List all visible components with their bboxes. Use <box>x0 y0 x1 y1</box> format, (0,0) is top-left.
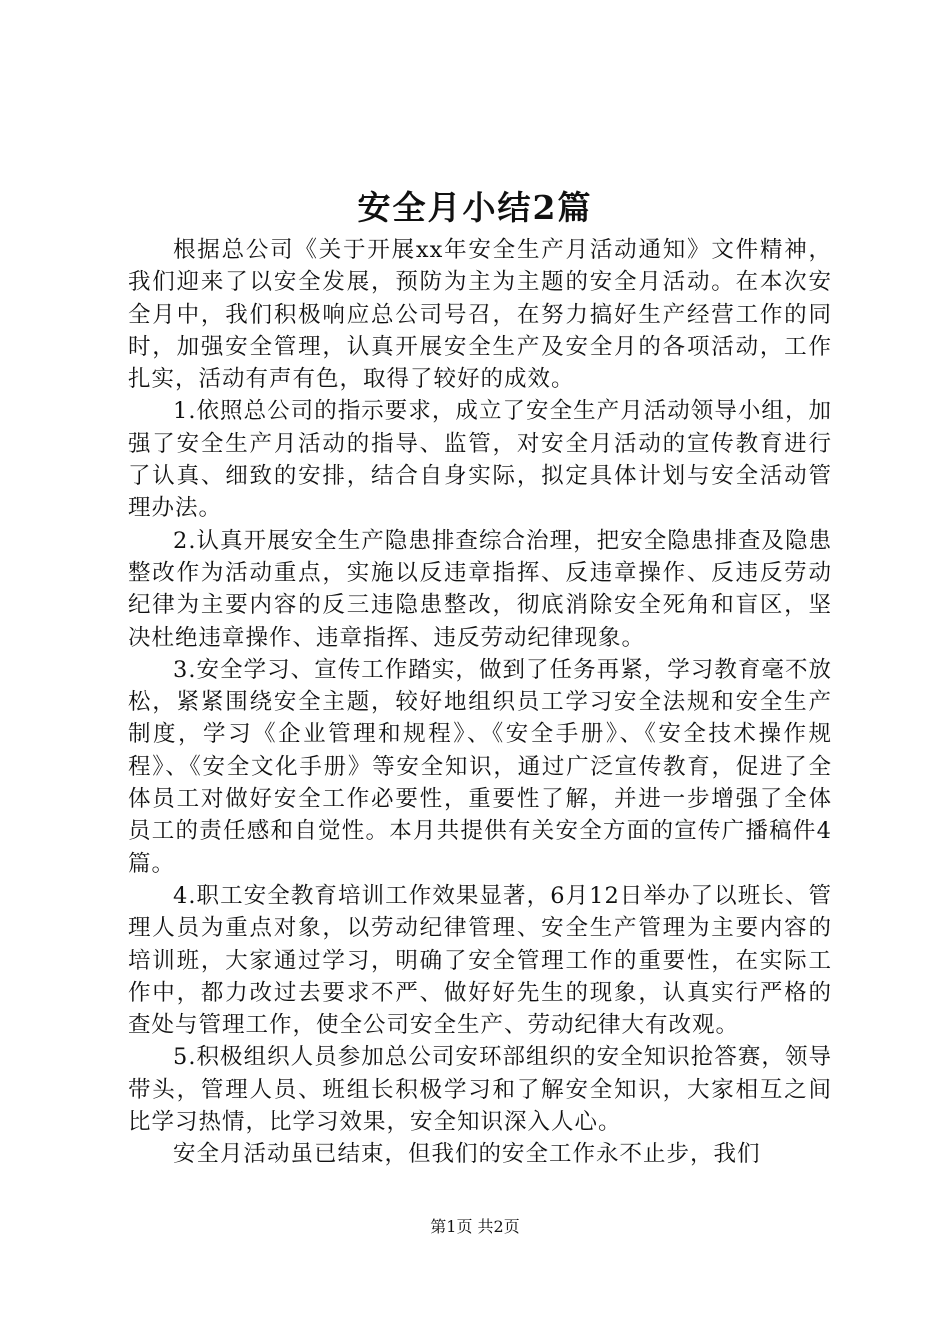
document-body <box>128 234 832 1171</box>
paragraph-item-1: 1.依照总公司的指示要求，成立了安全生产月活动领导小组，加强了安全生产月活动的指导、监管，对安全月活动的宣传教育进行了认真、细致的安排，结合自身实际，拟定具体计划与安全活动管理办法。 <box>128 398 832 522</box>
paragraph-item-2: 2.认真开展安全生产隐患排查综合治理，把安全隐患排查及隐患整改作为活动重点，实施以反违章指挥、反违章操作、反违反劳动纪律为主要内容的反三违隐患整改，彻底消除安全死角和盲区，坚决杜绝违章操作、违章指挥、违反劳动纪律现象。 <box>128 527 832 651</box>
paragraph-conclusion: 安全月活动虽已结束，但我们的安全工作永不止步，我们 <box>173 1141 761 1168</box>
paragraph-item-5: 5.积极组织人员参加总公司安环部组织的安全知识抢答赛，领导带头，管理人员、班组长积极学习和了解安全知识，大家相互之间比学习热情，比学习效果，安全知识深入人心。 <box>128 1044 832 1136</box>
paragraph-intro: 根据总公司《关于开展xx年安全生产月活动通知》文件精神，我们迎来了以安全发展，预防为主为主题的安全月活动。在本次安全月中，我们积极响应总公司号召，在努力搞好生产经营工作的同时，加强安全管理，认真开展安全生产及安全月的各项活动，工作扎实，活动有声有色，取得了较好的成效。 <box>128 237 832 393</box>
paragraph-item-3: 3.安全学习、宣传工作踏实，做到了任务再紧，学习教育毫不放松，紧紧围绕安全主题，较好地组织员工学习安全法规和安全生产制度，学习《企业管理和规程》、《安全手册》、《安全技术操作规程》、《安全文化手册》等安全知识，通过广泛宣传教育，促进了全体员工对做好安全工作必要性，重要性了解，并进一步增强了全体员工的责任感和自觉性。本月共提供有关安全方面的宣传广播稿件4篇。 <box>128 656 832 877</box>
document-title: 安全月小结2篇 <box>357 188 593 227</box>
page-footer: 第1页 共2页 <box>430 1217 520 1236</box>
paragraph-item-4: 4.职工安全教育培训工作效果显著，6月12日举办了以班长、管理人员为重点对象，以劳动纪律管理、安全生产管理为主要内容的培训班，大家通过学习，明确了安全管理工作的重要性，在实际工作中，都力改过去要求不严、做好好先生的现象，认真实行严格的查处与管理工作，使全公司安全生产、劳动纪律大有改观。 <box>128 882 832 1039</box>
